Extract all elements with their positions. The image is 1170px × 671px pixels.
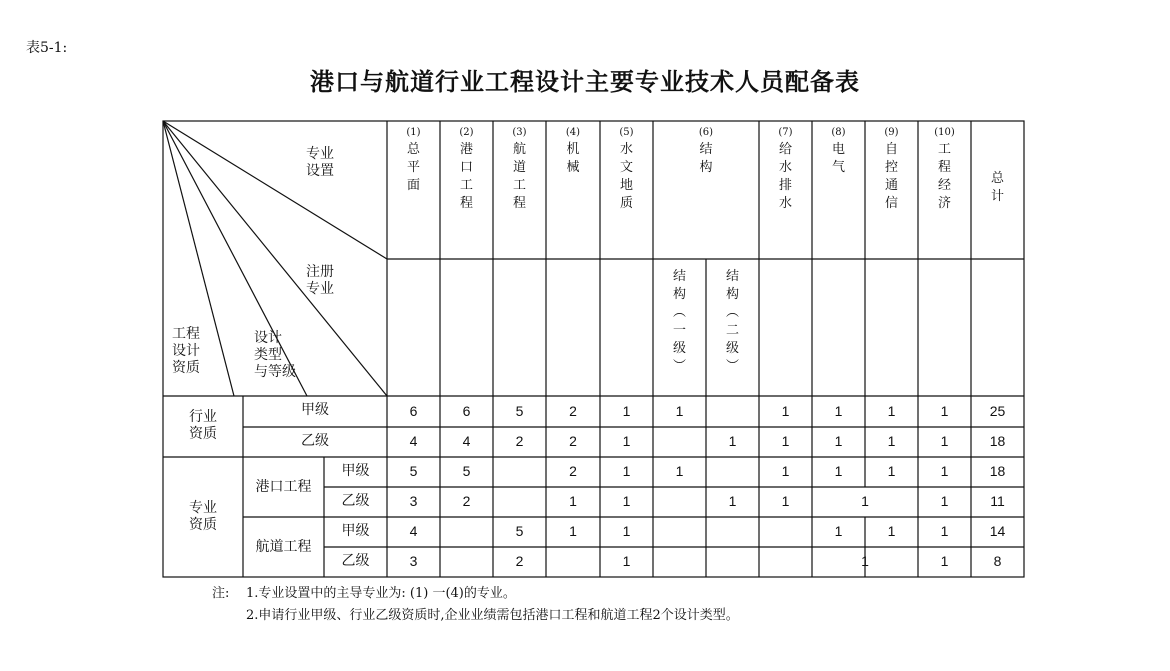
table-cell — [706, 457, 759, 486]
col-6-name: 结 构 — [699, 142, 713, 175]
table-cell: 1 — [834, 523, 843, 539]
table-cell: 1 — [622, 463, 631, 479]
table-cell: 5 — [515, 523, 524, 539]
page-title: 港口与航道行业工程设计主要专业技术人员配备表 — [310, 68, 860, 96]
table-cell: 4 — [409, 433, 418, 449]
table-cell: 1 — [834, 433, 843, 449]
table-cell: 1 — [622, 523, 631, 539]
col-9-number: (9) — [884, 127, 899, 138]
table-cell — [653, 547, 706, 576]
col-3-number: (3) — [512, 127, 527, 138]
table-cell: 1 — [887, 523, 896, 539]
table-cell: 1 — [569, 523, 577, 539]
industry-qualification-label: 行业 资质 — [189, 409, 217, 442]
table-cell: 1 — [887, 463, 896, 479]
table-cell: 1 — [781, 433, 790, 449]
table-cell: 1 — [622, 553, 631, 569]
structure-grade-1-label: 结 构 ︵ 一 级 ︶ — [672, 269, 686, 374]
col-5-number: (5) — [619, 127, 634, 138]
table-cell: 4 — [462, 433, 471, 449]
table-cell: 2 — [569, 403, 577, 419]
table-cell: 1 — [940, 553, 949, 569]
col-7-number: (7) — [778, 127, 793, 138]
corner-registered-label: 注册 专业 — [306, 264, 334, 297]
table-cell: 5 — [409, 463, 418, 479]
table-cell: 1 — [834, 463, 843, 479]
table-cell: 3 — [409, 493, 418, 509]
table-cell: 1 — [675, 403, 684, 419]
table-cell: 4 — [409, 523, 418, 539]
table-cell: 6 — [462, 403, 471, 419]
table-cell: 1 — [781, 463, 790, 479]
col-8-number: (8) — [831, 127, 846, 138]
table-cell — [759, 517, 812, 546]
corner-design-type-label: 设计 类型 与等级 — [254, 330, 296, 380]
structure-grade-2-label: 结 构 ︵ 二 级 ︶ — [725, 269, 739, 374]
table-cell: 3 — [409, 553, 418, 569]
row-grade-label: 甲级 — [341, 523, 370, 539]
table-cell: 2 — [515, 433, 524, 449]
table-cell: 1 — [940, 493, 949, 509]
table-cell — [440, 547, 493, 576]
row-grade-label: 乙级 — [341, 553, 370, 569]
notes-prefix: 注: — [212, 586, 230, 601]
table-cell: 11 — [990, 493, 1005, 509]
table-cell: 1 — [622, 403, 631, 419]
row-grade-label: 甲级 — [301, 402, 329, 418]
table-cell: 18 — [989, 433, 1006, 449]
col-4-number: (4) — [565, 127, 581, 138]
row-grade-label: 甲级 — [341, 463, 370, 479]
table-cell: 1 — [622, 493, 631, 509]
table-cell: 8 — [993, 553, 1002, 569]
col-6-number: (6) — [698, 127, 714, 138]
table-cell: 2 — [462, 493, 471, 509]
col-3-name: 航 道 工 程 — [512, 142, 526, 211]
row-grade-label: 乙级 — [341, 493, 370, 509]
col-5-name: 水 文 地 质 — [619, 142, 633, 211]
col-1-number: (1) — [406, 127, 421, 138]
table-cell — [653, 487, 706, 516]
col-2-name: 港 口 工 程 — [459, 142, 473, 211]
table-cell — [706, 397, 759, 426]
port-engineering-label: 港口工程 — [255, 479, 312, 495]
table-cell: 1 — [940, 523, 949, 539]
table-cell: 1 — [675, 463, 684, 479]
table-cell — [653, 427, 706, 456]
col-10-name: 工 程 经 济 — [937, 142, 951, 211]
table-cell: 1 — [861, 493, 869, 509]
table-cell: 1 — [887, 403, 896, 419]
col-4-name: 机 械 — [566, 142, 580, 175]
table-cell: 14 — [989, 523, 1006, 539]
table-cell: 2 — [569, 433, 577, 449]
table-cell — [653, 517, 706, 546]
table-cell: 1 — [861, 553, 869, 569]
table-cell: 1 — [940, 403, 949, 419]
table-cell — [493, 487, 546, 516]
table-cell: 1 — [569, 493, 577, 509]
table-cell: 2 — [569, 463, 577, 479]
table-cell — [706, 517, 759, 546]
channel-engineering-label: 航道工程 — [255, 539, 312, 555]
col-10-number: (10) — [934, 127, 955, 138]
table-cell — [493, 457, 546, 486]
table-cell: 1 — [940, 433, 949, 449]
table-cell: 1 — [622, 433, 631, 449]
table-cell: 25 — [989, 403, 1006, 419]
table-cell: 1 — [887, 433, 896, 449]
table-cell: 1 — [834, 403, 843, 419]
table-cell: 5 — [515, 403, 524, 419]
table-cell: 1 — [781, 493, 790, 509]
note-line-1: 1.专业设置中的主导专业为: (1) 一(4)的专业。 — [246, 586, 516, 601]
col-total-name: 总 计 — [990, 171, 1004, 204]
corner-qualification-label: 工程 设计 资质 — [172, 326, 200, 376]
specialty-qualification-label: 专业 资质 — [189, 500, 217, 533]
table-cell: 5 — [462, 463, 471, 479]
table-cell: 1 — [940, 463, 949, 479]
table-cell: 18 — [989, 463, 1006, 479]
row-grade-label: 乙级 — [301, 433, 329, 449]
table-cell: 1 — [781, 403, 790, 419]
table-label: 表5-1: — [26, 40, 68, 56]
col-7-name: 给 水 排 水 — [778, 142, 792, 211]
table-cell — [706, 547, 759, 576]
table-cell: 2 — [515, 553, 524, 569]
table-cell: 1 — [728, 433, 737, 449]
col-9-name: 自 控 通 信 — [884, 142, 898, 211]
note-line-2: 2.申请行业甲级、行业乙级资质时,企业业绩需包括港口工程和航道工程2个设计类型。 — [246, 608, 739, 623]
col-2-number: (2) — [459, 127, 474, 138]
table-cell — [546, 547, 600, 576]
table-cell — [759, 547, 812, 576]
corner-specialty-label: 专业 设置 — [306, 146, 334, 179]
table-cell — [440, 517, 493, 546]
table-cell: 6 — [409, 403, 418, 419]
col-1-name: 总 平 面 — [406, 142, 420, 193]
col-8-name: 电 气 — [831, 142, 845, 175]
table-cell: 1 — [728, 493, 737, 509]
